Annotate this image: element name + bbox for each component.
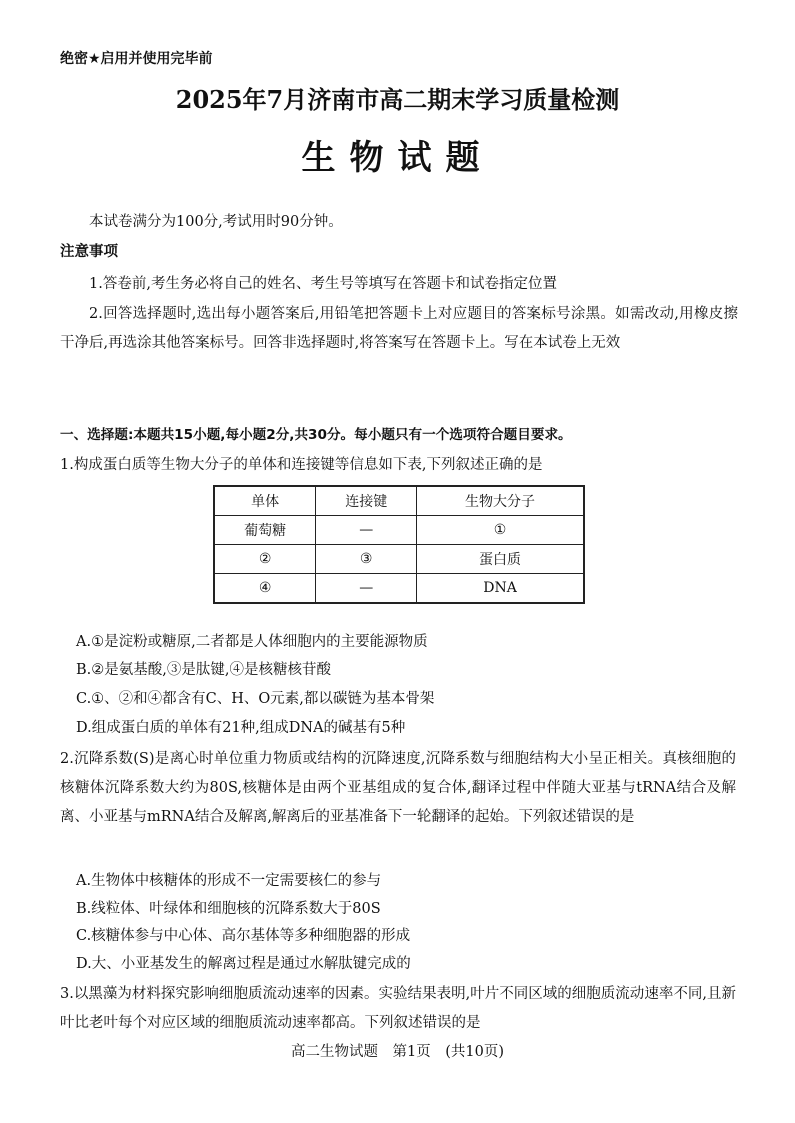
q1-table [213,485,585,604]
q1-option-d: D.组成蛋白质的单体有21种,组成DNA的碱基有5种 [76,720,406,736]
table-header-row [214,486,584,516]
intro-text: 本试卷满分为100分,考试用时90分钟。 [89,214,343,230]
q2-stem: 2.沉降系数(S)是离心时单位重力物质或结构的沉降速度,沉降系数与细胞结构大小呈正相关。真核细胞的核糖体沉降系数大约为80S,核糖体是由两个亚基组成的复合体,翻译过程中伴随大亚基与tRNA结合及解离、小亚基与mRNA结合及解离,解离后的亚基准备下一轮翻译的起始。下列叙述错误的是 [60,751,736,825]
page-footer: 高二生物试题 第1页 (共10页) [291,1044,504,1060]
q1-option-c: C.①、②和④都含有C、H、O元素,都以碳链为基本骨架 [76,691,435,707]
table-cell: — [316,574,417,604]
q2-option-d: D.大、小亚基发生的解离过程是通过水解肽键完成的 [76,956,411,972]
table-header-cell: 生物大分子 [417,486,584,516]
q1-stem: 1.构成蛋白质等生物大分子的单体和连接键等信息如下表,下列叙述正确的是 [60,457,543,473]
exam-subtitle: 生物试题 [301,138,494,178]
table-cell: ② [214,545,316,574]
q3-stem: 3.以黑藻为材料探究影响细胞质流动速率的因素。实验结果表明,叶片不同区域的细胞质流动速率不同,且新叶比老叶每个对应区域的细胞质流动速率都高。下列叙述错误的是 [60,986,736,1031]
table-row [214,574,584,604]
table-header-cell: 连接键 [316,486,417,516]
table-row [214,516,584,545]
confidential-label: 绝密★启用并使用完毕前 [60,51,213,67]
notice-item-2: 2.回答选择题时,选出每小题答案后,用铅笔把答题卡上对应题目的答案标号涂黑。如需改动,用橡皮擦干净后,再选涂其他答案标号。回答非选择题时,将答案写在答题卡上。写在本试卷上无效 [60,306,738,351]
notice-item-1: 1.答卷前,考生务必将自己的姓名、考生号等填写在答题卡和试卷指定位置 [89,276,557,292]
table-header-cell: 单体 [214,486,316,516]
table-cell: — [316,516,417,545]
q2-option-b: B.线粒体、叶绿体和细胞核的沉降系数大于80S [76,901,381,917]
q1-option-b: B.②是氨基酸,③是肽键,④是核糖核苷酸 [76,662,331,678]
q2-option-c: C.核糖体参与中心体、高尔基体等多种细胞器的形成 [76,928,411,944]
table-cell: ③ [316,545,417,574]
notice-heading: 注意事项 [60,244,118,260]
table-row [214,545,584,574]
table-cell: ④ [214,574,316,604]
section-heading: 一、选择题:本题共15小题,每小题2分,共30分。每小题只有一个选项符合题目要求。 [60,427,572,443]
table-cell: DNA [417,574,584,604]
q2-option-a: A.生物体中核糖体的形成不一定需要核仁的参与 [76,873,382,889]
q1-option-a: A.①是淀粉或糖原,二者都是人体细胞内的主要能源物质 [76,634,428,650]
table-cell: 葡萄糖 [214,516,316,545]
table-cell: ① [417,516,584,545]
table-cell: 蛋白质 [417,545,584,574]
exam-title: 2025年7月济南市高二期末学习质量检测 [175,85,620,114]
